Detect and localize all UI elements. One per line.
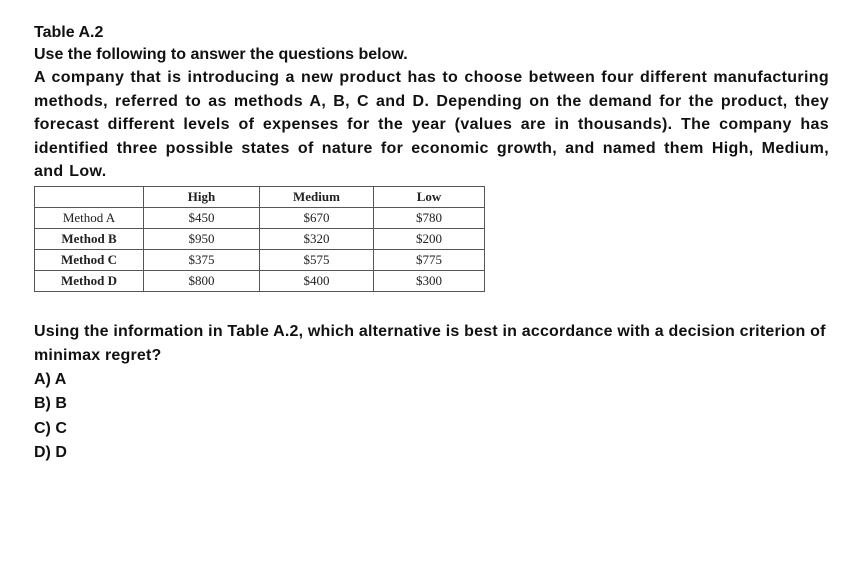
cell-method-a-low: $780 (374, 207, 485, 228)
option-b[interactable]: B) B (34, 395, 67, 412)
cell-method-c-medium: $575 (260, 249, 374, 270)
cell-method-b-high: $950 (144, 228, 260, 249)
cell-method-d-low: $300 (374, 270, 485, 291)
header-cell-medium: Medium (260, 186, 374, 207)
row-label-method-d: Method D (35, 270, 144, 291)
row-label-method-a: Method A (35, 207, 144, 228)
cell-method-c-low: $775 (374, 249, 485, 270)
cell-method-d-medium: $400 (260, 270, 374, 291)
cell-method-b-low: $200 (374, 228, 485, 249)
cell-method-b-medium: $320 (260, 228, 374, 249)
instructions: Use the following to answer the questions below. (34, 46, 408, 63)
table-title: Table A.2 (34, 24, 104, 41)
table-row (35, 249, 485, 270)
option-a[interactable]: A) A (34, 370, 67, 388)
document (34, 22, 834, 466)
table-row (35, 270, 485, 291)
cell-method-a-high: $450 (144, 207, 260, 228)
row-label-method-b: Method B (35, 228, 144, 249)
cell-method-a-medium: $670 (260, 207, 374, 228)
option-d[interactable]: D) D (34, 444, 67, 461)
question-text: Using the information in Table A.2, which alternative is best in accordance with a decision criterion of minimax regret? (34, 322, 826, 364)
cell-method-d-high: $800 (144, 270, 260, 291)
answer-options (34, 368, 834, 466)
table-row (35, 228, 485, 249)
table-container (34, 186, 834, 292)
header-cell-empty (35, 186, 144, 207)
cell-method-c-high: $375 (144, 249, 260, 270)
row-label-method-c: Method C (35, 249, 144, 270)
header-cell-high: High (144, 186, 260, 207)
expenses-table (34, 186, 485, 292)
problem-description: A company that is introducing a new product has to choose between four different manufacturing methods, referred to as methods A, B, C and D. Depending on the demand for the product, they forecast different levels of expenses for the year (values are in thousands). The company has identified three possible states of nature for economic growth, and named them High, Medium, and Low. (34, 69, 829, 180)
option-c[interactable]: C) C (34, 419, 67, 437)
header-cell-low: Low (374, 186, 485, 207)
table-row (35, 207, 485, 228)
table-header-row (35, 186, 485, 207)
